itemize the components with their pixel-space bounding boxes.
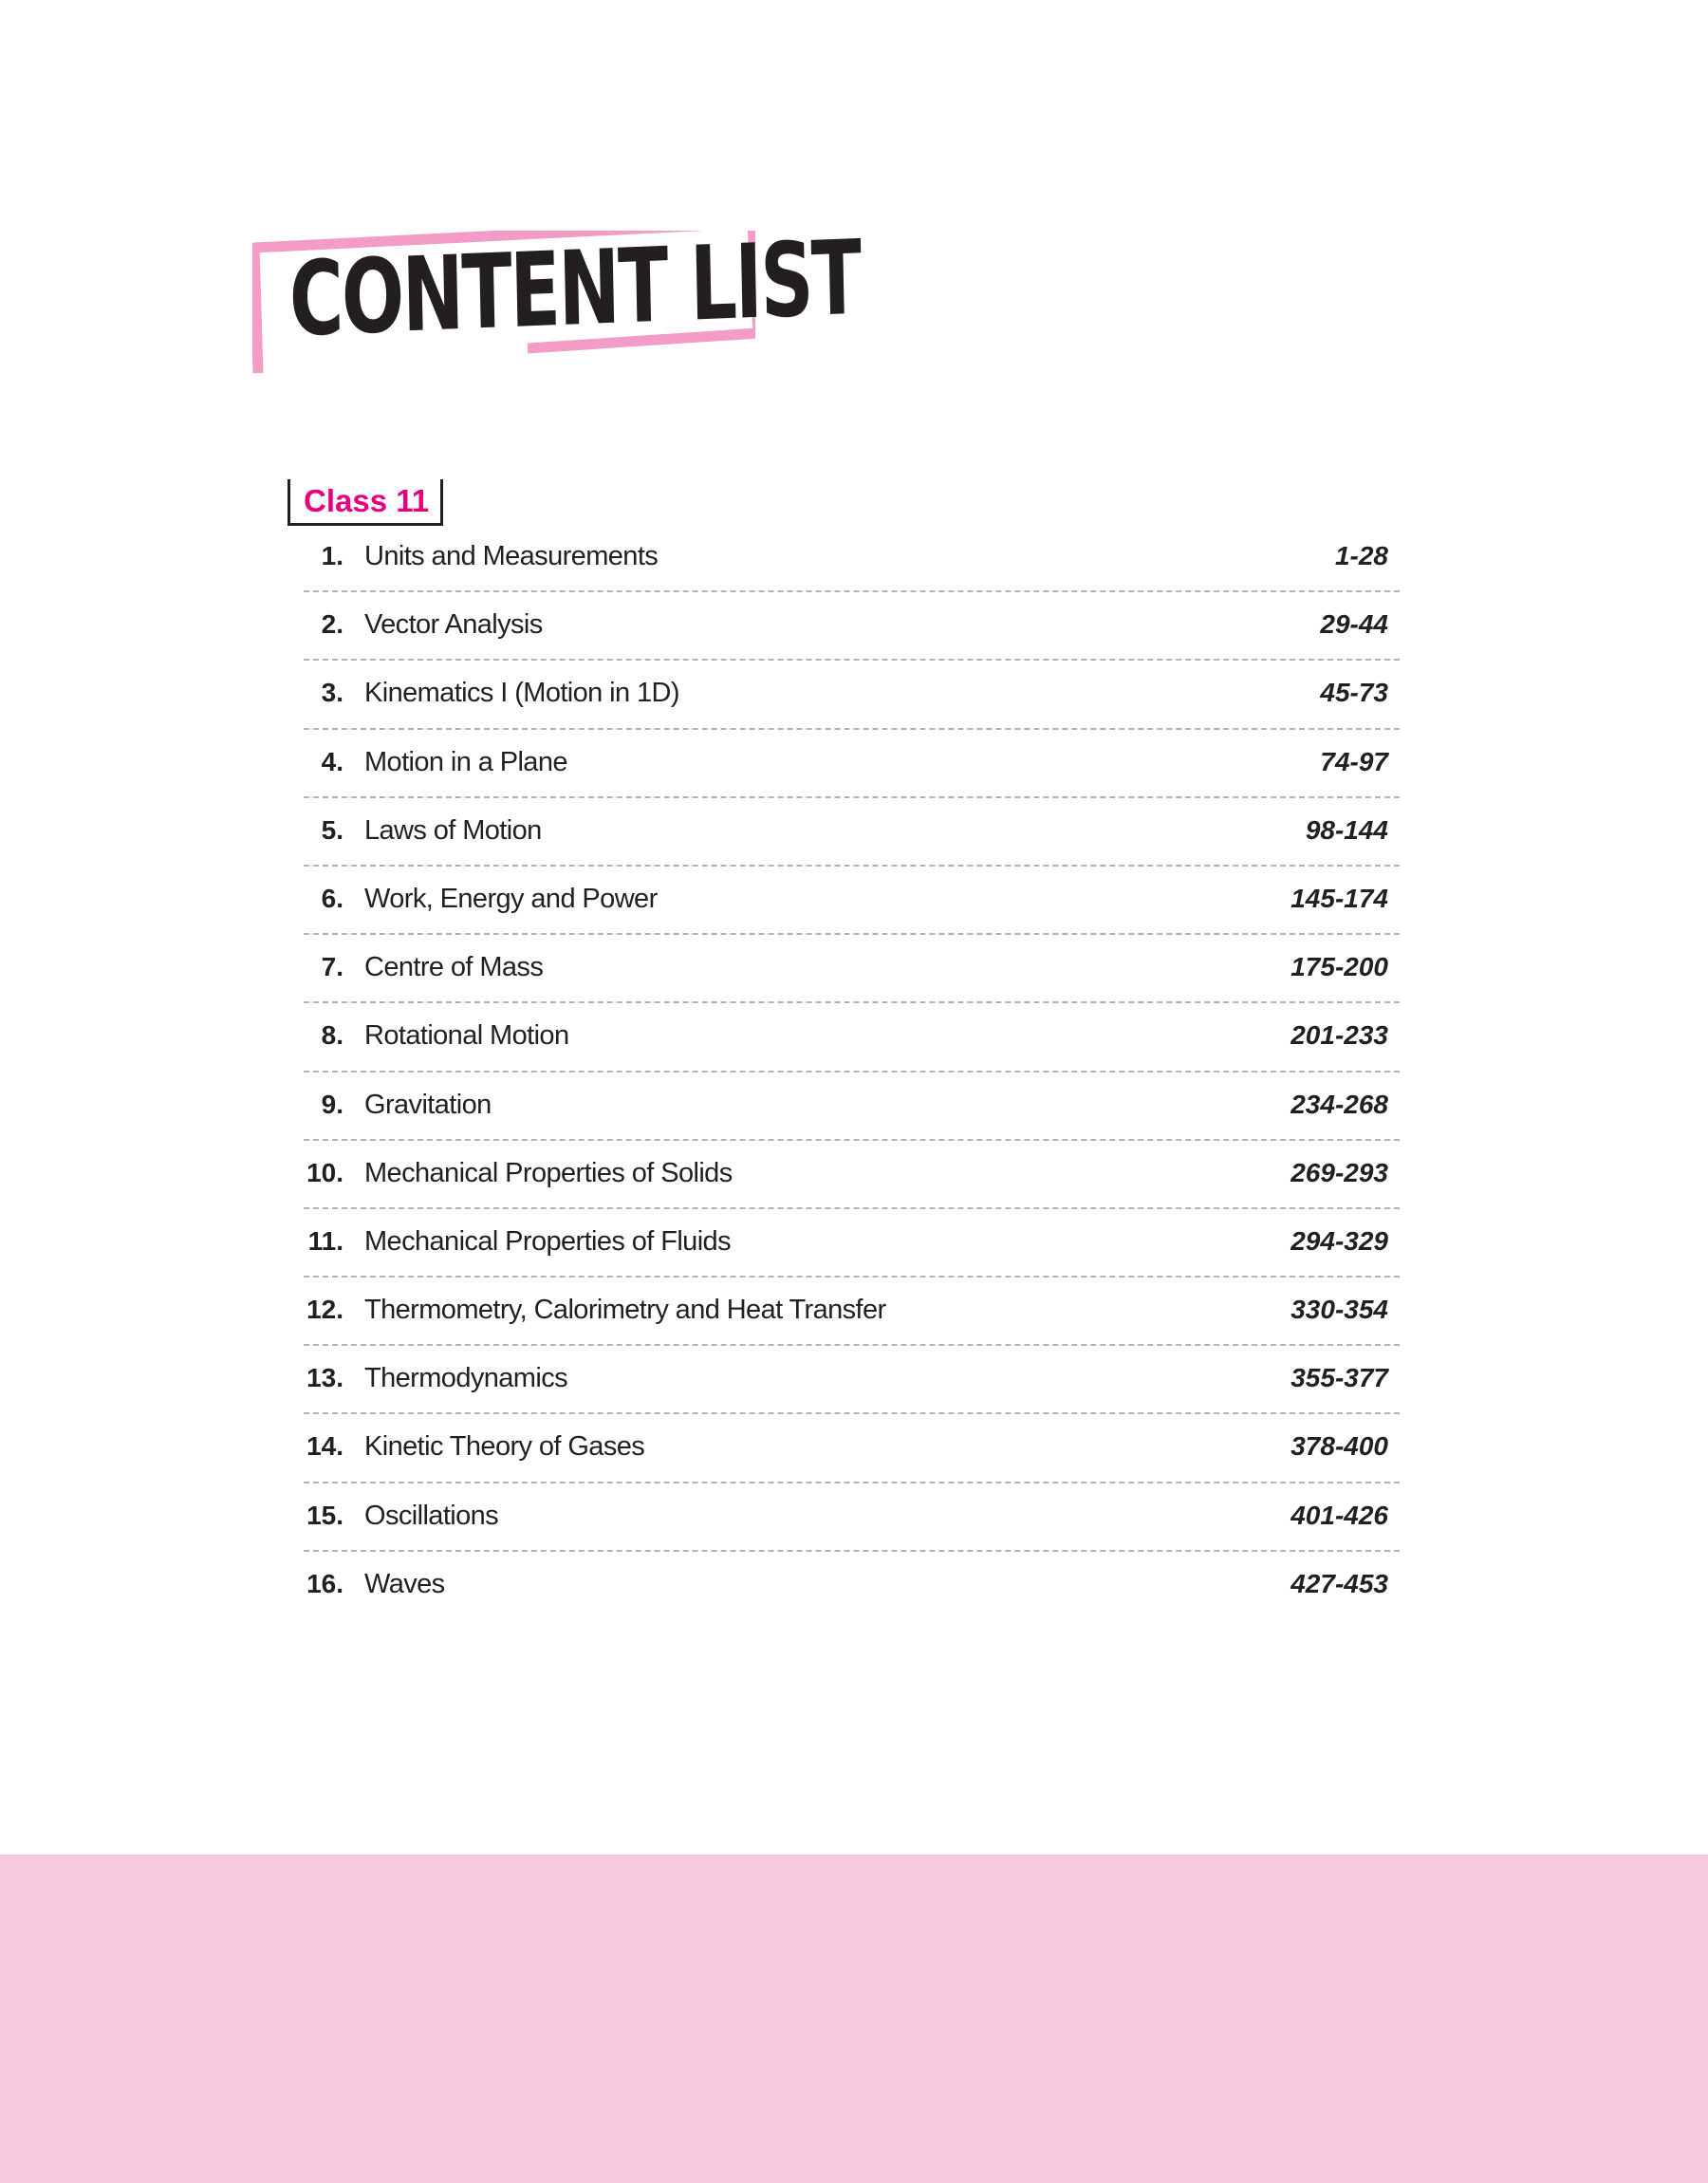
toc-pages: 378-400: [1290, 1431, 1388, 1462]
toc-title: Centre of Mass: [364, 952, 544, 983]
toc-title: Rotational Motion: [364, 1020, 569, 1052]
toc-row[interactable]: [304, 524, 1400, 592]
toc-pages: 355-377: [1290, 1363, 1388, 1393]
toc-number: 13.: [306, 1363, 343, 1393]
toc-pages: 330-354: [1290, 1295, 1388, 1325]
toc-pages: 201-233: [1290, 1020, 1388, 1051]
toc-number: 6.: [321, 883, 343, 913]
toc-number: 14.: [306, 1431, 343, 1462]
toc-title: Units and Measurements: [364, 541, 659, 571]
toc-pages: 98-144: [1305, 814, 1388, 845]
toc-list: [304, 524, 1400, 1620]
toc-number: 10.: [306, 1157, 343, 1187]
page-title: CONTENT LIST: [288, 218, 862, 360]
toc-row[interactable]: [304, 1278, 1400, 1346]
toc-title: Waves: [364, 1568, 445, 1599]
toc-title: Mechanical Properties of Solids: [364, 1157, 733, 1188]
toc-row[interactable]: [304, 1414, 1400, 1483]
toc-title: Mechanical Properties of Fluids: [364, 1225, 731, 1257]
toc-pages: 234-268: [1290, 1089, 1388, 1119]
toc-row[interactable]: [304, 1141, 1400, 1209]
toc-title: Laws of Motion: [364, 814, 542, 846]
toc-pages: 74-97: [1320, 746, 1388, 776]
toc-title: Work, Energy and Power: [364, 883, 658, 914]
toc-row[interactable]: [304, 1003, 1400, 1072]
toc-number: 1.: [321, 541, 343, 570]
toc-row[interactable]: [304, 1483, 1400, 1552]
toc-row[interactable]: [304, 592, 1400, 661]
toc-row[interactable]: [304, 867, 1400, 935]
toc-row[interactable]: [304, 1073, 1400, 1141]
toc-title: Thermometry, Calorimetry and Heat Transfer: [364, 1295, 886, 1326]
toc-title: Kinetic Theory of Gases: [364, 1431, 645, 1463]
toc-pages: 145-174: [1290, 883, 1388, 913]
toc-pages: 427-453: [1290, 1568, 1388, 1598]
bottom-color-band: [0, 1855, 1708, 2183]
toc-row[interactable]: [304, 1209, 1400, 1278]
toc-pages: 269-293: [1290, 1157, 1388, 1187]
toc-pages: 29-44: [1320, 609, 1388, 640]
toc-row[interactable]: [304, 661, 1400, 729]
toc-pages: 1-28: [1334, 541, 1388, 570]
toc-number: 2.: [321, 609, 343, 640]
toc-pages: 45-73: [1320, 678, 1388, 708]
toc-number: 4.: [321, 746, 343, 776]
toc-number: 9.: [321, 1089, 343, 1119]
toc-pages: 401-426: [1290, 1500, 1388, 1530]
title-block: [252, 218, 862, 373]
toc-title: Thermodynamics: [364, 1363, 567, 1394]
toc-number: 16.: [306, 1568, 343, 1598]
toc-row[interactable]: [304, 935, 1400, 1003]
toc-row[interactable]: [304, 1346, 1400, 1414]
toc-row[interactable]: [304, 1552, 1400, 1620]
toc-number: 5.: [321, 814, 343, 845]
toc-number: 15.: [306, 1500, 343, 1530]
toc-title: Gravitation: [364, 1089, 492, 1120]
toc-title: Kinematics I (Motion in 1D): [364, 678, 679, 709]
toc-number: 8.: [321, 1020, 343, 1051]
toc-pages: 294-329: [1290, 1225, 1388, 1256]
toc-title: Motion in a Plane: [364, 746, 567, 777]
toc-number: 3.: [321, 678, 343, 708]
toc-number: 12.: [306, 1295, 343, 1325]
toc-row[interactable]: [304, 798, 1400, 867]
section-label: Class 11: [288, 479, 443, 526]
toc-pages: 175-200: [1290, 952, 1388, 982]
toc-number: 11.: [307, 1225, 343, 1256]
toc-number: 7.: [321, 952, 343, 982]
toc-row[interactable]: [304, 730, 1400, 798]
toc-title: Oscillations: [364, 1500, 499, 1531]
toc-title: Vector Analysis: [364, 609, 543, 641]
